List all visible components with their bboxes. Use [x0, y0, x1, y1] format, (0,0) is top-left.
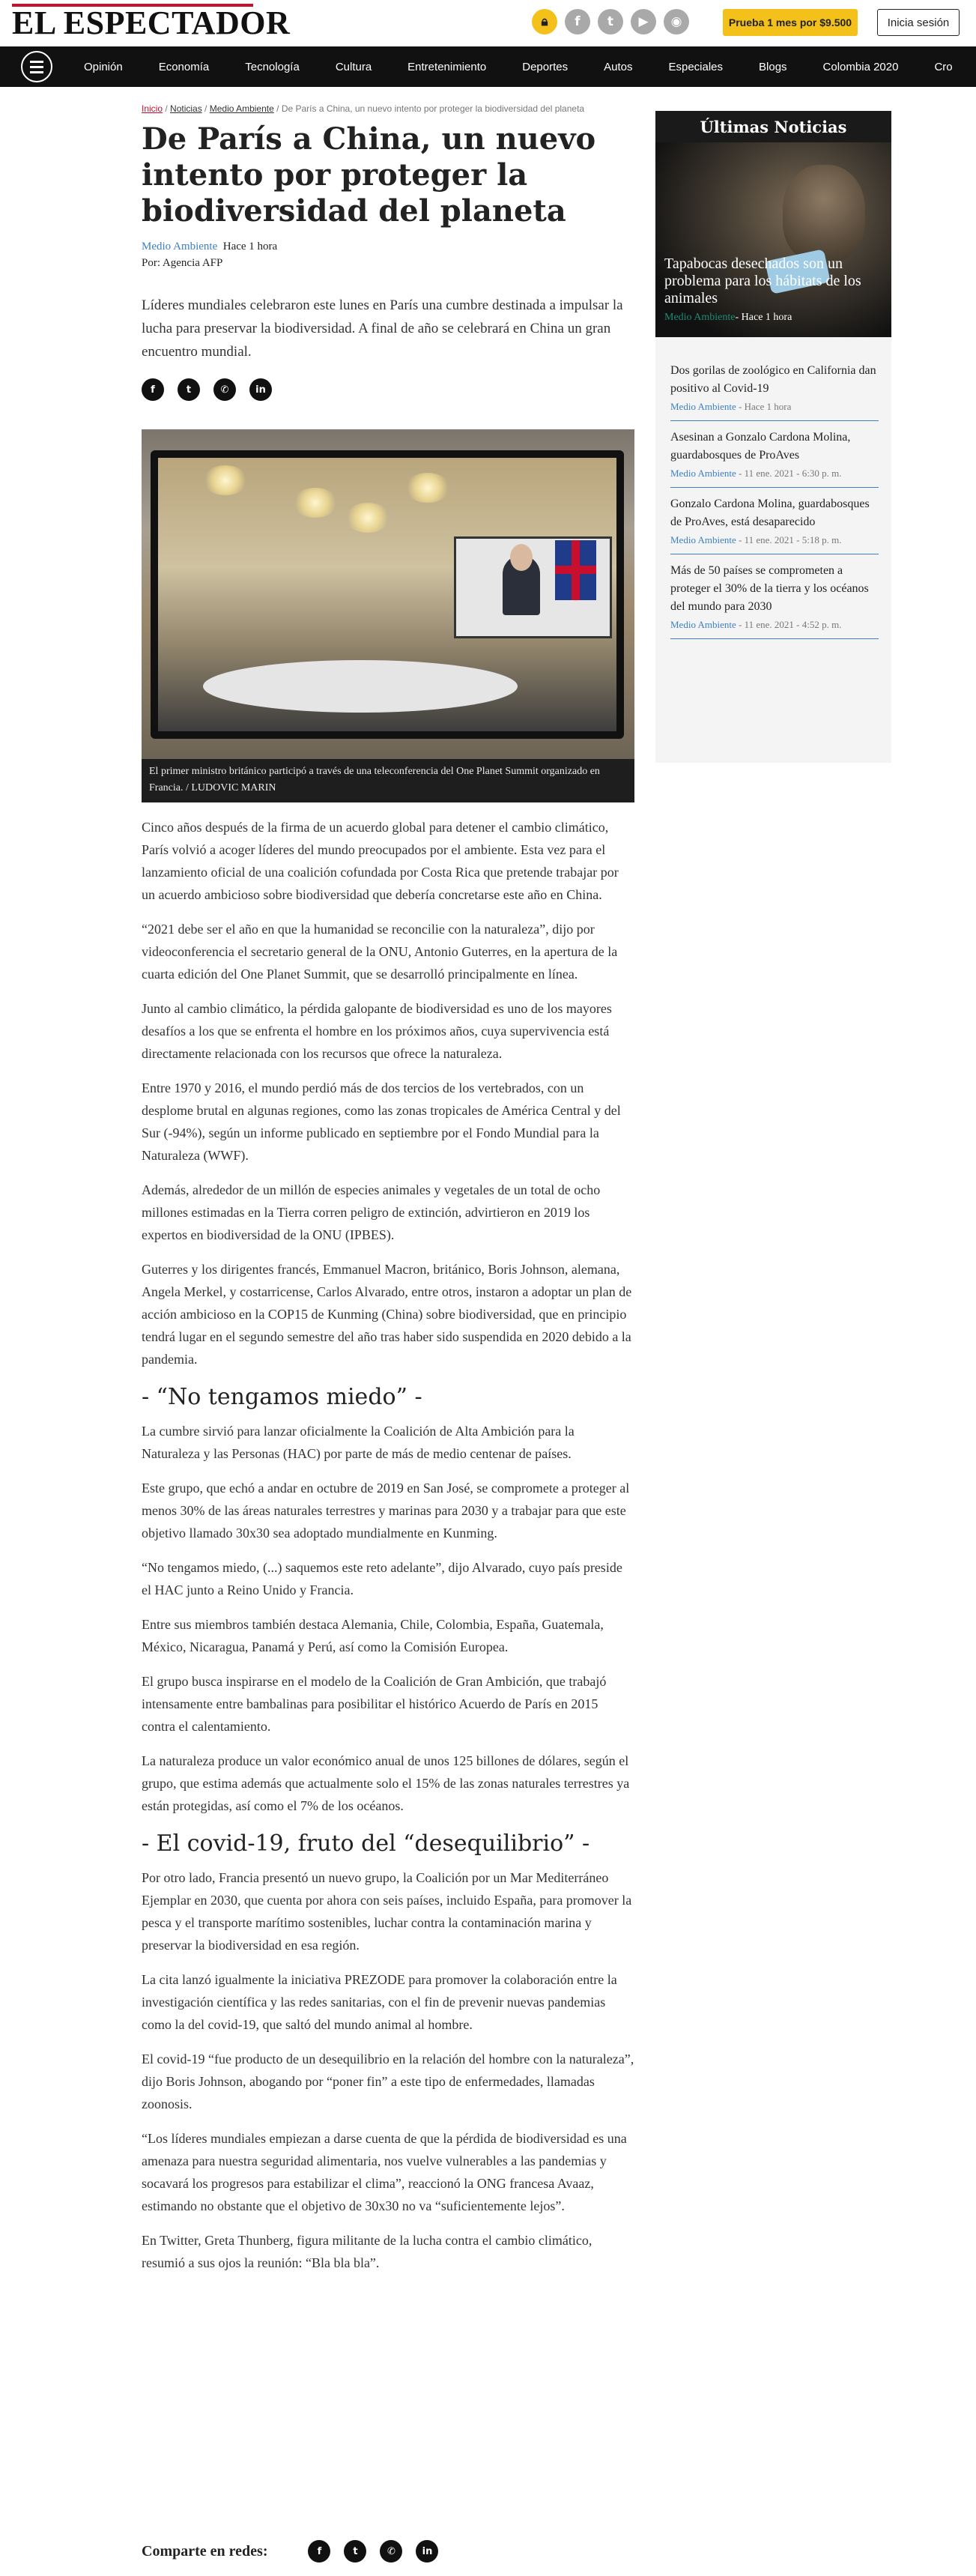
- login-button[interactable]: Inicia sesión: [877, 9, 960, 36]
- share-row-bottom: [142, 2540, 634, 2563]
- sidebar-news-title[interactable]: Asesinan a Gonzalo Cardona Molina, guardabosques de ProAves: [670, 431, 851, 462]
- article-paragraph: En Twitter, Greta Thunberg, figura militante de la lucha contra el cambio climático, resumió a sus ojos la reunión: “Bla bla bla”.: [142, 2233, 592, 2270]
- sidebar-news-time: - 11 ene. 2021 - 5:18 p. m.: [736, 534, 842, 545]
- breadcrumb: [142, 103, 634, 114]
- article-title: De París a China, un nuevo intento por proteger la biodiversidad del planeta: [142, 121, 596, 229]
- nav-item[interactable]: Especiales: [668, 60, 724, 73]
- sidebar-title: Últimas Noticias: [700, 117, 847, 136]
- subscribe-promo-button[interactable]: Prueba 1 mes por $9.500: [723, 9, 858, 36]
- article-paragraph: Guterres y los dirigentes francés, Emmanuel Macron, británico, Boris Johnson, alemana, Angela Merkel, y costarricense, Carlos Alvarado, entre otros, instaron a adoptar un plan de acción ambicioso en la COP15 de Kunming (China) sobre biodiversidad, que en principio tendrá lugar en el segundo semestre del año tras haber sido suspendida en 2020 debido a la pandemia.: [142, 1262, 632, 1367]
- main-nav: [0, 46, 976, 87]
- article-subheading: - “No tengamos miedo” -: [142, 1384, 422, 1410]
- article-section-link[interactable]: Medio Ambiente: [142, 241, 218, 253]
- breadcrumb-current: De París a China, un nuevo intento por proteger la biodiversidad del planeta: [281, 103, 585, 114]
- linkedin-icon[interactable]: in: [249, 378, 272, 401]
- sidebar-feature-meta: [664, 312, 792, 324]
- article-photo: [142, 429, 634, 802]
- photo-caption: El primer ministro británico participó a través de una teleconferencia del One Planet Summit organizado en Francia. / LUDOVIC MARIN: [142, 759, 634, 802]
- sidebar-news-list: [670, 354, 879, 639]
- article-paragraph: La naturaleza produce un valor económico anual de unos 125 billones de dólares, según el grupo, que estima además que actualmente solo el 15% de las zonas naturales terrestres ya están protegidas, así como el 7% de los océanos.: [142, 1753, 630, 1813]
- article-meta: [142, 238, 634, 271]
- nav-item[interactable]: Autos: [604, 60, 633, 73]
- monkey-figure: [783, 165, 865, 262]
- sidebar-news-time: - Hace 1 hora: [736, 401, 792, 412]
- sidebar-news-item[interactable]: [670, 554, 879, 639]
- nav-item[interactable]: Tecnología: [245, 60, 300, 73]
- sidebar-news-section[interactable]: Medio Ambiente: [670, 619, 736, 630]
- sidebar-news-title[interactable]: Dos gorilas de zoológico en California dan positivo al Covid-19: [670, 364, 876, 395]
- article-paragraph: Entre sus miembros también destaca Alemania, Chile, Colombia, España, Guatemala, México, Nicaragua, Panamá y Perú, así como la Comisión Europea.: [142, 1617, 604, 1654]
- nav-item[interactable]: Deportes: [522, 60, 569, 73]
- sidebar-news-title[interactable]: Más de 50 países se comprometen a proteger el 30% de la tierra y los océanos del mundo para 2030: [670, 564, 869, 613]
- facebook-icon[interactable]: f: [565, 9, 590, 34]
- lock-icon[interactable]: 🔒︎: [532, 9, 557, 34]
- sidebar-news-meta: [670, 534, 879, 546]
- article-paragraph: Junto al cambio climático, la pérdida galopante de biodiversidad es uno de los mayores desafíos a los que se enfrenta el hombre en los próximos años, cuya supervivencia está directamente relacionada con los recursos que ofrece la naturaleza.: [142, 1001, 612, 1061]
- facebook-icon[interactable]: f: [308, 2540, 330, 2563]
- article-paragraph: “No tengamos miedo, (...) saquemos este reto adelante”, dijo Alvarado, cuyo país preside el HAC junto a Reino Unido y Francia.: [142, 1560, 622, 1597]
- sidebar-feature-time: - Hace 1 hora: [735, 312, 792, 323]
- nav-item[interactable]: Cultura: [335, 60, 372, 73]
- instagram-icon[interactable]: ◉: [664, 9, 689, 34]
- sidebar-news-meta: [670, 468, 879, 480]
- sidebar-feature[interactable]: [655, 111, 891, 337]
- article-lead: Líderes mundiales celebraron este lunes en París una cumbre destinada a impulsar la lucha para preservar la biodiversidad. A final de año se celebrará en China un gran encuentro mundial.: [142, 297, 623, 360]
- nav-item[interactable]: Entretenimiento: [407, 60, 487, 73]
- photo-chandelier: [405, 473, 450, 503]
- sidebar-news-meta: [670, 401, 879, 413]
- sidebar-feature-image: [655, 142, 891, 337]
- breadcrumb-section-link[interactable]: Medio Ambiente: [209, 103, 274, 114]
- sidebar-news-meta: [670, 619, 879, 631]
- article-paragraph: La cumbre sirvió para lanzar oficialmente la Coalición de Alta Ambición para la Naturaleza y las Personas (HAC) por parte de más de medio centenar de países.: [142, 1424, 575, 1461]
- twitter-icon[interactable]: t: [598, 9, 623, 34]
- photo-conference-table: [203, 660, 518, 713]
- share-row-top: [142, 378, 634, 401]
- sidebar-news-item[interactable]: [670, 354, 879, 421]
- hamburger-menu-icon[interactable]: [21, 51, 52, 82]
- photo-chandelier: [203, 465, 248, 495]
- sidebar-feature-section[interactable]: Medio Ambiente: [664, 312, 736, 323]
- article-paragraph: El grupo busca inspirarse en el modelo de la Coalición de Gran Ambición, que trabajó intensamente entre bambalinas para posibilitar el histórico Acuerdo de París en 2015 contra el calentamiento.: [142, 1674, 607, 1734]
- site-logo[interactable]: EL ESPECTADOR: [12, 4, 291, 41]
- sidebar-news-time: - 11 ene. 2021 - 6:30 p. m.: [736, 468, 842, 479]
- latest-news-sidebar: [655, 111, 891, 763]
- nav-item[interactable]: Blogs: [759, 60, 787, 73]
- breadcrumb-home-link[interactable]: Inicio: [142, 103, 163, 114]
- article-paragraph: La cita lanzó igualmente la iniciativa PREZODE para promover la colaboración entre la investigación científica y las redes sanitarias, con el fin de prevenir nuevas pandemias como la del covid-19, que saltó del mundo animal al hombre.: [142, 1972, 617, 2032]
- breadcrumb-separator: /: [163, 103, 171, 114]
- sidebar-news-time: - 11 ene. 2021 - 4:52 p. m.: [736, 619, 842, 630]
- nav-item[interactable]: Economía: [158, 60, 210, 73]
- photo-speaker-head: [510, 544, 533, 571]
- top-social-icons: [532, 9, 689, 34]
- sidebar-news-title[interactable]: Gonzalo Cardona Molina, guardabosques de ProAves, está desaparecido: [670, 498, 870, 528]
- youtube-icon[interactable]: ▶: [631, 9, 656, 34]
- linkedin-icon[interactable]: in: [416, 2540, 438, 2563]
- article-paragraph: Además, alrededor de un millón de especies animales y vegetales de un total de ocho millones estimadas en la Tierra corren peligro de extinción, advirtieron en 2019 los expertos en biodiversidad de la ONU (IPBES).: [142, 1182, 601, 1242]
- article-paragraph: Entre 1970 y 2016, el mundo perdió más de dos tercios de los vertebrados, con un desplome brutal en algunas regiones, como las zonas tropicales de América Central y del Sur (-94%), según un informe publicado en septiembre por el Fondo Mundial para la Naturaleza (WWF).: [142, 1080, 621, 1163]
- sidebar-feature-title[interactable]: Tapabocas desechados son un problema para los hábitats de los animales: [664, 256, 861, 306]
- photo-tv-screen: [151, 450, 624, 739]
- breadcrumb-news-link[interactable]: Noticias: [170, 103, 202, 114]
- twitter-icon[interactable]: t: [178, 378, 200, 401]
- share-label: Comparte en redes:: [142, 2542, 268, 2560]
- nav-item[interactable]: Colombia 2020: [822, 60, 899, 73]
- breadcrumb-separator: /: [201, 103, 210, 114]
- article-paragraph: Cinco años después de la firma de un acuerdo global para detener el cambio climático, París volvió a acoger líderes del mundo preocupados por el ambiente. Esta vez para el lanzamiento oficial de una coalición cofundada por Costa Rica que pretende trabajar por un acuerdo ambicioso sobre biodiversidad que debería concretarse este año en China.: [142, 820, 619, 902]
- article-time: Hace 1 hora: [222, 241, 278, 253]
- sidebar-news-section[interactable]: Medio Ambiente: [670, 401, 736, 412]
- article-subheading: - El covid-19, fruto del “desequilibrio” -: [142, 1830, 590, 1857]
- article-author: Por: Agencia AFP: [142, 257, 223, 269]
- article-paragraph: El covid-19 “fue producto de un desequilibrio en la relación del hombre con la naturaleza”, dijo Boris Johnson, abogando por “poner fin” a este tipo de enfermedades, llamadas zoonosis.: [142, 2052, 634, 2111]
- nav-item[interactable]: Cro: [934, 60, 953, 73]
- nav-items: [66, 46, 971, 87]
- sidebar-news-section[interactable]: Medio Ambiente: [670, 468, 736, 479]
- article-paragraph: Este grupo, que echó a andar en octubre de 2019 en San José, se compromete a proteger al menos 30% de las áreas naturales terrestres y marinas para 2030 y a trabajar para que este objetivo llamado 30x30 sea adoptado mundialmente en Kunming.: [142, 1481, 630, 1541]
- whatsapp-icon[interactable]: ✆: [380, 2540, 402, 2563]
- article: [142, 103, 634, 2286]
- photo-uk-flag: [555, 540, 596, 600]
- sidebar-news-item[interactable]: [670, 488, 879, 554]
- sidebar-news-item[interactable]: [670, 421, 879, 488]
- sidebar-news-section[interactable]: Medio Ambiente: [670, 534, 736, 545]
- whatsapp-icon[interactable]: ✆: [213, 378, 236, 401]
- facebook-icon[interactable]: f: [142, 378, 164, 401]
- article-paragraph: Por otro lado, Francia presentó un nuevo grupo, la Coalición por un Mar Mediterráneo Ejemplar en 2030, que cuenta por ahora con seis países, incluido España, para promover la pesca y el transporte marítimo sostenibles, luchar contra la contaminación marina y preservar la biodiversidad en esa región.: [142, 1870, 632, 1953]
- photo-chandelier: [293, 488, 338, 518]
- article-paragraph: “Los líderes mundiales empiezan a darse cuenta de que la pérdida de biodiversidad es una amenaza para nuestra seguridad alimentaria, nos vuelve vulnerables a las pandemias y socavará los progresos para estabilizar el clima”, reaccionó la ONG francesa Avaaz, estimando no obstante que el objetivo de 30x30 no va “suficientemente lejos”.: [142, 2131, 627, 2213]
- twitter-icon[interactable]: t: [344, 2540, 366, 2563]
- article-body: [142, 816, 634, 2274]
- top-header: [0, 0, 976, 46]
- article-paragraph: “2021 debe ser el año en que la humanidad se reconcilie con la naturaleza”, dijo por videoconferencia el secretario general de la ONU, Antonio Guterres, en la apertura de la cuarta edición del One Planet Summit, que se desarrolló principalmente en línea.: [142, 922, 618, 982]
- photo-chandelier: [345, 503, 390, 533]
- nav-item[interactable]: Opinión: [84, 60, 123, 73]
- breadcrumb-separator: /: [273, 103, 282, 114]
